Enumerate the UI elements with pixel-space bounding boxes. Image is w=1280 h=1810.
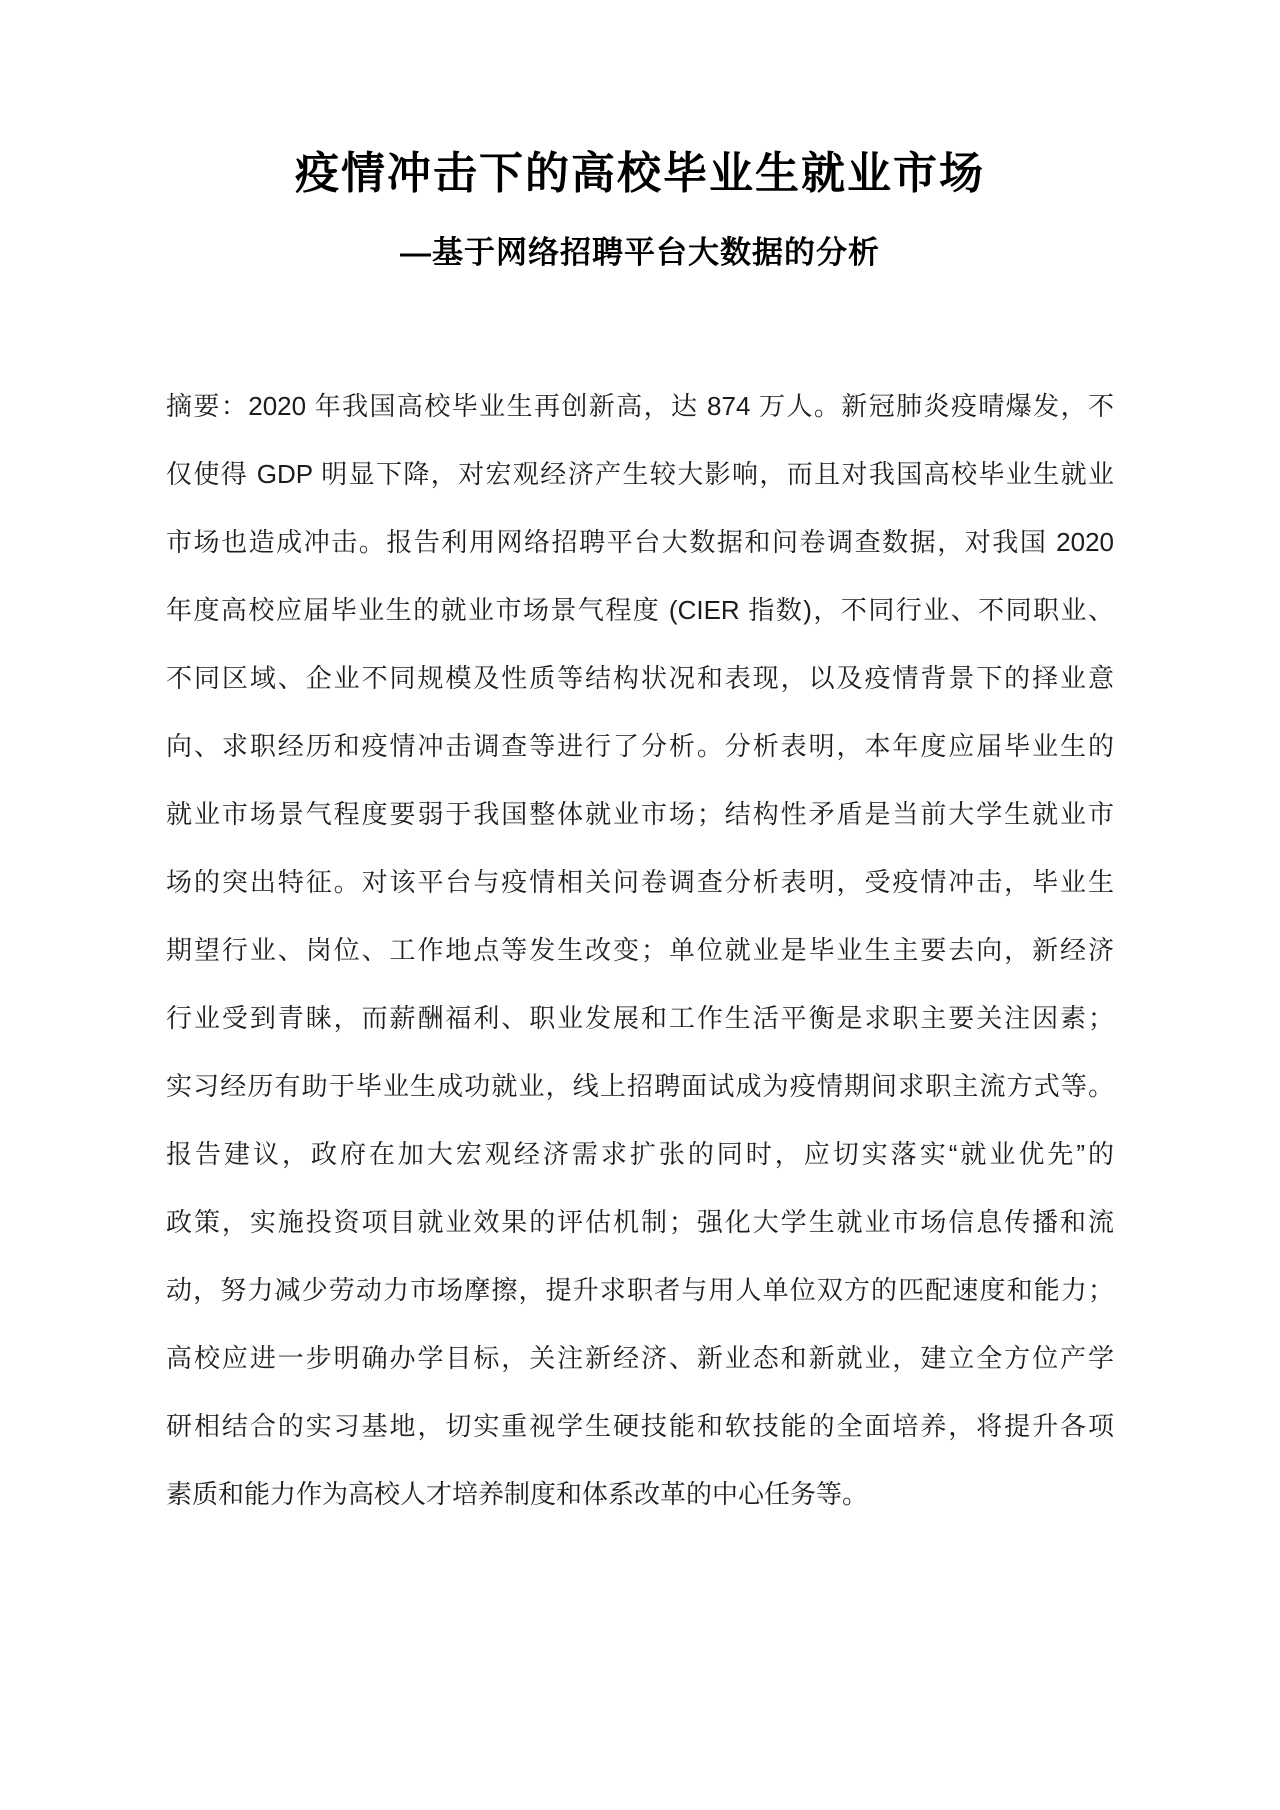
page-subtitle: —基于网络招聘平台大数据的分析: [400, 235, 880, 271]
abstract-line: 动，努力减少劳动力市场摩擦，提升求职者与用人单位双方的匹配速度和能力；: [166, 1275, 1114, 1306]
page-title: 疫情冲击下的高校毕业生就业市场: [295, 149, 985, 198]
abstract-line: 行业受到青睐，而薪酬福利、职业发展和工作生活平衡是求职主要关注因素；: [166, 1003, 1114, 1034]
abstract-line: 期望行业、岗位、工作地点等发生改变；单位就业是毕业生主要去向，新经济: [166, 935, 1114, 966]
abstract-line: 年度高校应届毕业生的就业市场景气程度 (CIER 指数)，不同行业、不同职业、: [166, 595, 1114, 626]
abstract-line: 政策，实施投资项目就业效果的评估机制；强化大学生就业市场信息传播和流: [166, 1207, 1114, 1238]
abstract-line: 摘要：2020 年我国高校毕业生再创新高，达 874 万人。新冠肺炎疫晴爆发，不: [166, 391, 1114, 422]
abstract-paragraph: [166, 372, 1114, 1528]
abstract-line: 就业市场景气程度要弱于我国整体就业市场；结构性矛盾是当前大学生就业市: [166, 799, 1114, 830]
abstract-line: 素质和能力作为高校人才培养制度和体系改革的中心任务等。: [166, 1479, 869, 1510]
abstract-line: 报告建议，政府在加大宏观经济需求扩张的同时，应切实落实“就业优先”的: [166, 1139, 1114, 1170]
abstract-line: 高校应进一步明确办学目标，关注新经济、新业态和新就业，建立全方位产学: [166, 1343, 1114, 1374]
abstract-line: 仅使得 GDP 明显下降，对宏观经济产生较大影响，而且对我国高校毕业生就业: [166, 459, 1114, 490]
abstract-line: 市场也造成冲击。报告利用网络招聘平台大数据和问卷调查数据，对我国 2020: [166, 527, 1114, 558]
abstract-line: 向、求职经历和疫情冲击调查等进行了分析。分析表明，本年度应届毕业生的: [166, 731, 1114, 762]
abstract-line: 实习经历有助于毕业生成功就业，线上招聘面试成为疫情期间求职主流方式等。: [166, 1071, 1114, 1102]
abstract-line: 研相结合的实习基地，切实重视学生硬技能和软技能的全面培养，将提升各项: [166, 1411, 1114, 1442]
abstract-line: 不同区域、企业不同规模及性质等结构状况和表现，以及疫情背景下的择业意: [166, 663, 1114, 694]
abstract-line: 场的突出特征。对该平台与疫情相关问卷调查分析表明，受疫情冲击，毕业生: [166, 867, 1114, 898]
